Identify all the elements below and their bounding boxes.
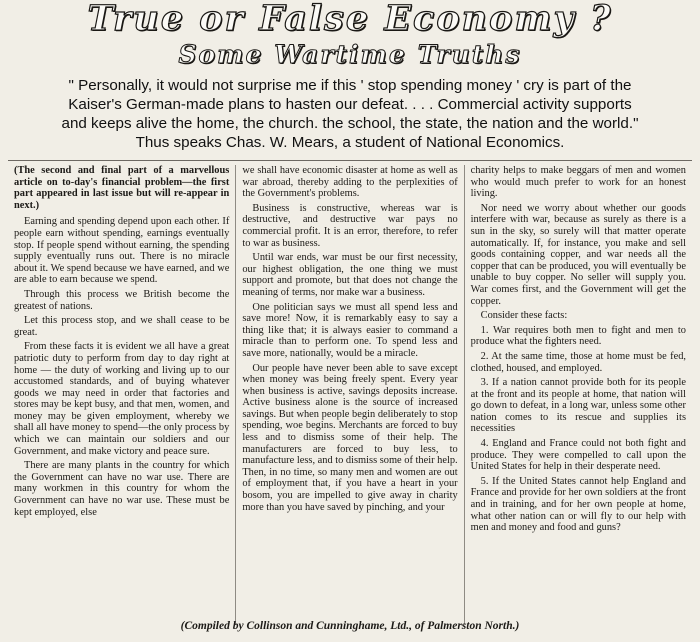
subheadline: Some Wartime Truths xyxy=(178,40,522,69)
column-2 xyxy=(235,165,463,625)
paragraph: Through this process we British become the greatest of nations. xyxy=(14,288,230,312)
column-1 xyxy=(8,165,235,625)
pull-quote: " Personally, it would not surprise me if this ' stop spending money ' cry is part of the Kaiser's German-made plans to hasten our defeat. . . . Commercial activity supports and keeps alive the home, the church. the school, the state, the nation and the world." Thus speaks Chas. W. Mears, a student of National Economics. xyxy=(61,77,639,151)
paragraph: From these facts it is evident we all have a great patriotic duty to perform from day to day right at home — the duty of working and living up to our accustomed standards, and of buying whatever goods we may need in order that factories and stores may be kept busy, and that men, women, and money may be given employment, whereby we shall all have money to spend—the only process by which we can maintain our soldiers and our Government, and make victory and peace sure. xyxy=(14,341,230,457)
list-item: 4. England and France could not both fight and produce. They were compelled to call upon the United States for help in their desperate need. xyxy=(470,438,686,473)
paragraph: One politician says we must all spend less and save more! Now, it is remarkably easy to say a thing like that; it is always easier to command a miracle than to perform one. To spend less and save more, nationally, would be a miracle. xyxy=(242,301,458,359)
editor-note: (The second and final part of a marvellous article on to-day's financial problem—the first part appeared in last issue but will re-appear in next.) xyxy=(14,165,230,211)
credit-line: (Compiled by Collinson and Cunninghame, Ltd., of Palmerston North.) xyxy=(180,620,520,632)
paragraph: Nor need we worry about whether our goods interfere with war, because as surely as there is a sun in the sky, so surely will that matter operate automatically. If, for instance, you make and sell goods containing copper, and war needs all the copper that can be produced, you will eventually be unable to buy copper. No seller will supply you. War comes first, and the Government will get the copper. xyxy=(470,202,686,307)
paragraph: Consider these facts: xyxy=(480,310,568,322)
list-item: 2. At the same time, those at home must be fed, clothed, housed, and employed. xyxy=(470,350,686,374)
paragraph: Let this process stop, and we shall cease to be great. xyxy=(14,315,230,338)
list-item: 3. If a nation cannot provide both for its people at the front and its people at home, that nation will go down to defeat, in a long war, unless some other nation comes to its rescue and supplies its necessities xyxy=(470,377,686,435)
paragraph: charity helps to make beggars of men and women who would much prefer to work for an honest living. xyxy=(470,165,686,200)
paragraph: Until war ends, war must be our first necessity, our highest obligation, the one thing we must support and promote, but that does not change the meaning of terms, nor make war a business. xyxy=(242,252,458,298)
list-item: 5. If the United States cannot help England and France and provide for her own soldiers at the front and in training, and for her own people at home, what other nation can or will fly to our help with men and money and food and guns? xyxy=(470,475,686,534)
paragraph: There are many plants in the country for which the Government can have no war use. There are many workmen in this country for whom the Government can have no war use. These must be kept employed, else xyxy=(14,460,230,518)
divider xyxy=(8,160,692,161)
headline: True or False Economy ? xyxy=(87,0,613,39)
paragraph: Earning and spending depend upon each other. If people earn without spending, earnings eventually stop. If people spend without earning, the spending supply eventually runs out. There is no miracle about it. We spend because we have earned, and we are able to earn because we spend. xyxy=(14,216,230,286)
paragraph: Our people have never been able to save except when money was being freely spent. Every year when business is active, savings deposits increase. Active business alone is the source of increased savings. But when people begin deliberately to stop spending, woe begins. Merchants are forced to buy less and to dismiss some of their help. The manufacturers are forced to buy less, to manufacture less, and to dismiss some of their help. Then, in no time, so many men and women are out of employment that, if you have a heart in your bosom, you are impelled to give away in charity more than you have saved by pinching, and your xyxy=(242,362,458,513)
list-item: 1. War requires both men to fight and men to produce what the fighters need. xyxy=(470,324,686,348)
column-3 xyxy=(464,165,692,625)
paragraph: Business is constructive, whereas war is destructive, and destructive war pays no commercial profit. It is an error, therefore, to refer to war as business. xyxy=(242,202,458,249)
paragraph: we shall have economic disaster at home as well as war abroad, thereby adding to the perplexities of the Government's problems. xyxy=(242,165,458,200)
article-body xyxy=(8,165,692,625)
